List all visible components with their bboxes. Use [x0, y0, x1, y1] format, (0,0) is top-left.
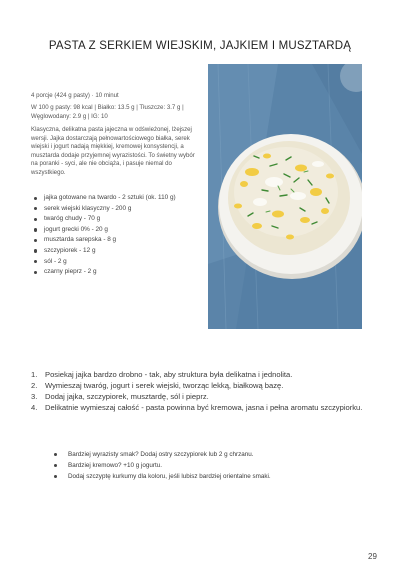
ingredient-item: czarny pieprz - 2 g: [44, 267, 216, 278]
tip-item: Dodaj szczyptę kurkumy dla koloru, jeśli lubisz bardziej orientalne smaki.: [68, 471, 368, 482]
ingredient-item: jajka gotowane na twardo - 2 sztuki (ok. 110 g): [44, 193, 216, 204]
step-item: [31, 370, 380, 381]
step-number: 1.: [31, 370, 38, 379]
preparation-steps: [31, 370, 380, 414]
step-text: Delikatnie wymieszaj całość - pasta powinna być kremowa, jasna i pełna aromatu szczypiorku.: [45, 402, 363, 412]
step-text: Wymieszaj twaróg, jogurt i serek wiejski, tworząc lekką, białkową bazę.: [45, 380, 284, 390]
tip-item: Bardziej wyrazisty smak? Dodaj ostry szczypiorek lub 2 g chrzanu.: [68, 449, 368, 460]
recipe-meta: 4 porcje (424 g pasty) · 10 minut: [31, 92, 119, 99]
ingredient-list: [31, 193, 216, 278]
ingredient-item: serek wiejski klasyczny - 200 g: [44, 204, 216, 215]
step-text: Posiekaj jajka bardzo drobno - tak, aby struktura była delikatna i jednolita.: [45, 370, 293, 379]
step-number: 4.: [31, 402, 38, 412]
step-number: 2.: [31, 380, 38, 390]
nutrition-info: W 100 g pasty: 98 kcal | Białko: 13.5 g | Tłuszcze: 3.7 g | Węglowodany: 2.9 g | IG: 10: [31, 104, 184, 120]
step-item: [31, 402, 380, 414]
tips-list: [68, 449, 368, 482]
bowl-illustration: [208, 64, 362, 329]
ingredient-item: szczypiorek - 12 g: [44, 246, 216, 257]
step-number: 3.: [31, 391, 38, 401]
recipe-photo: [208, 64, 362, 329]
ingredient-item: twaróg chudy - 70 g: [44, 214, 216, 225]
ingredient-item: sól - 2 g: [44, 257, 216, 268]
page-number: 29: [368, 552, 377, 561]
step-item: [31, 391, 380, 403]
ingredient-item: jogurt grecki 0% - 20 g: [44, 225, 216, 236]
step-item: [31, 380, 380, 392]
tip-item: Bardziej kremowo? +10 g jogurtu.: [68, 460, 368, 471]
recipe-description: Klasyczna, delikatna pasta jajeczna w odświeżonej, lżejszej wersji. Jajka dostarczają pełnowartościowego białka, serek wiejski i jogurt nadają miękkiej, kremowej konsystencji, a musztarda dodaje przyjemnej wyrazistości. To świetny wybór na poranki - syci, ale nie obciąża, i pasuje niemal do wszystkiego.: [31, 126, 195, 176]
ingredient-item: musztarda sarepska - 8 g: [44, 235, 216, 246]
recipe-title: PASTA Z SERKIEM WIEJSKIM, JAJKIEM I MUSZTARDĄ: [48, 40, 352, 52]
step-text: Dodaj jajka, szczypiorek, musztardę, sól i pieprz.: [45, 391, 209, 401]
